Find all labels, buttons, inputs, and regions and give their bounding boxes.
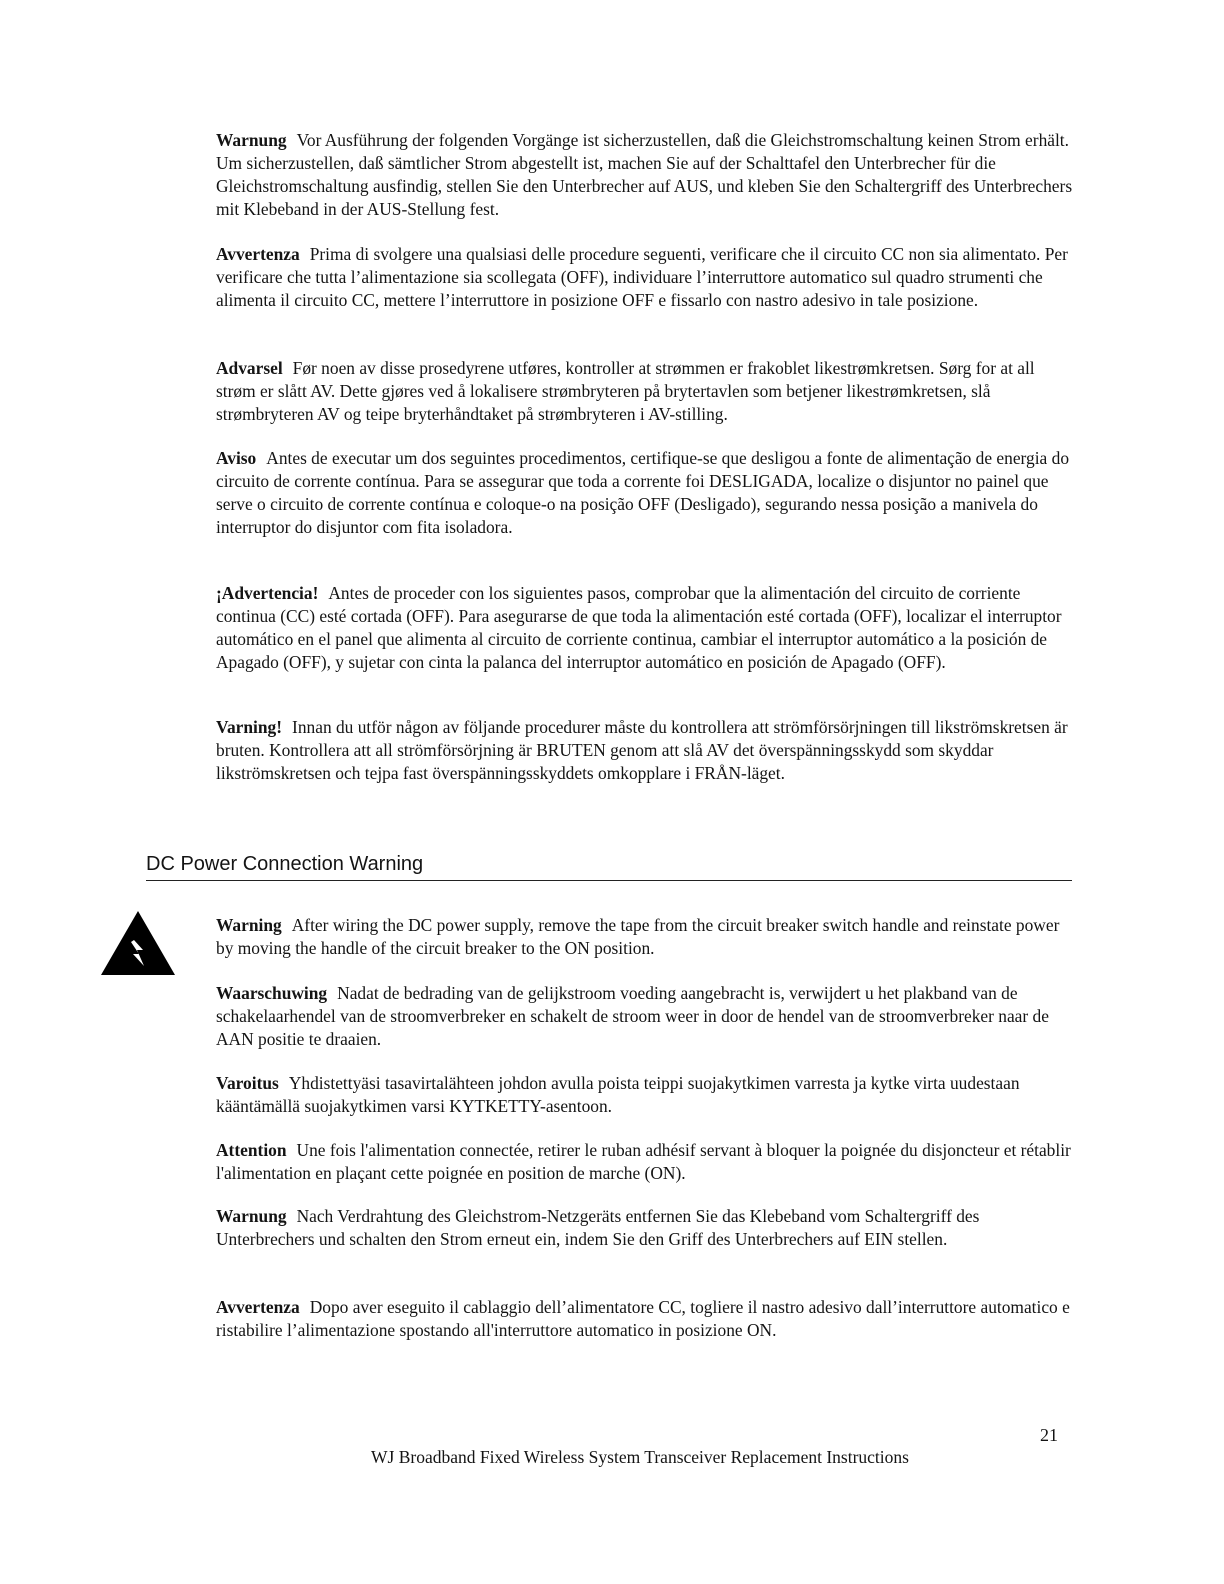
dc-warning-paragraph-en	[216, 914, 1074, 960]
warning-label: Aviso	[216, 448, 257, 468]
warning-text: Antes de executar um dos seguintes procedimentos, certifique-se que desligou a fonte de alimentação de energia do circuito de corrente contínua. Para se assegurar que toda a corrente foi DESLIGADA, localize o disjuntor no painel que serve o circuito de corrente contínua e coloque-o na posição OFF (Desligado), segurando nessa posição a manivela do interruptor do disjuntor com fita isoladora.	[216, 448, 1070, 537]
warning-text: Antes de proceder con los siguientes pasos, comprobar que la alimentación del circuito de corriente continua (CC) esté cortada (OFF). Para asegurarse de que toda la alimentación esté cortada (OFF), localizar el interruptor automático en el panel que alimenta al circuito de corriente continua, cambiar el interruptor automático a la posición de Apagado (OFF), y sujetar con cinta la palanca del interruptor automático en posición de Apagado (OFF).	[216, 583, 1062, 672]
dc-warning-paragraph-nl	[216, 982, 1074, 1051]
dc-warning-paragraph-de	[216, 1205, 1074, 1251]
dc-warning-paragraph-fr	[216, 1139, 1074, 1185]
warning-text: Une fois l'alimentation connectée, retirer le ruban adhésif servant à bloquer la poignée du disjoncteur et rétablir l'alimentation en plaçant cette poignée en position de marche (ON).	[216, 1140, 1071, 1183]
warning-label: Warning	[216, 915, 282, 935]
warning-triangle-icon	[100, 910, 176, 976]
warning-text: Før noen av disse prosedyrene utføres, kontroller at strømmen er frakoblet likestrømkretsen. Sørg for at all strøm er slått AV. Dette gjøres ved å lokalisere strømbryteren på brytertavlen som betjener likestrømkretsen, slå strømbryteren AV og teipe bryterhåndtaket på strømbryteren i AV-stilling.	[216, 358, 1035, 424]
warning-label: Attention	[216, 1140, 287, 1160]
warning-label: Varoitus	[216, 1073, 279, 1093]
warning-label: Avvertenza	[216, 244, 300, 264]
warning-label: Varning!	[216, 717, 283, 737]
warning-label: Advarsel	[216, 358, 283, 378]
warning-text: Innan du utför någon av följande procedurer måste du kontrollera att strömförsörjningen till likströmskretsen är bruten. Kontrollera att all strömförsörjning är BRUTEN genom att slå AV det överspänningsskydd som skyddar likströmskretsen och tejpa fast överspänningsskyddets omkopplare i FRÅN-läget.	[216, 717, 1068, 783]
warning-text: After wiring the DC power supply, remove the tape from the circuit breaker switch handle and reinstate power by moving the handle of the circuit breaker to the ON position.	[216, 915, 1060, 958]
warning-text: Nach Verdrahtung des Gleichstrom-Netzgeräts entfernen Sie das Klebeband vom Schaltergriff des Unterbrechers und schalten den Strom erneut ein, indem Sie den Griff des Unterbrechers auf EIN stellen.	[216, 1206, 980, 1249]
warning-text: Prima di svolgere una qualsiasi delle procedure seguenti, verificare che il circuito CC non sia alimentato. Per verificare che tutta l’alimentazione sia scollegata (OFF), individuare l’interruttore automatico sul quadro strumenti che alimenta il circuito CC, mettere l’interruttore in posizione OFF e fissarlo con nastro adesivo in tale posizione.	[216, 244, 1068, 310]
warning-paragraph-de	[216, 129, 1074, 221]
page-footer: WJ Broadband Fixed Wireless System Transceiver Replacement Instructions	[371, 1447, 909, 1467]
warning-text: Nadat de bedrading van de gelijkstroom voeding aangebracht is, verwijdert u het plakband van de schakelaarhendel van de stroomverbreker en schakelt de stroom weer in door de hendel van de stroomverbreker naar de AAN positie te draaien.	[216, 983, 1049, 1049]
warning-label: Waarschuwing	[216, 983, 328, 1003]
section-heading: DC Power Connection Warning	[146, 853, 424, 875]
warning-paragraph-pt	[216, 447, 1074, 539]
warning-text: Vor Ausführung der folgenden Vorgänge ist sicherzustellen, daß die Gleichstromschaltung keinen Strom erhält. Um sicherzustellen, daß sämtlicher Strom abgestellt ist, machen Sie auf der Schalttafel den Unterbrecher für die Gleichstromschaltung ausfindig, stellen Sie den Unterbrecher auf AUS, und kleben Sie den Schaltergriff des Unterbrechers mit Klebeband in der AUS-Stellung fest.	[216, 130, 1073, 219]
warning-text: Dopo aver eseguito il cablaggio dell’alimentatore CC, togliere il nastro adesivo dall’interruttore automatico e ristabilire l’alimentazione spostando all'interruttore automatico in posizione ON.	[216, 1297, 1070, 1340]
warning-label: Warnung	[216, 130, 287, 150]
warning-paragraph-no	[216, 357, 1074, 426]
warning-label: Avvertenza	[216, 1297, 300, 1317]
section-divider	[146, 880, 1072, 881]
dc-warning-paragraph-it	[216, 1296, 1074, 1342]
warning-label: ¡Advertencia!	[216, 583, 319, 603]
warning-paragraph-it	[216, 243, 1074, 312]
page-number: 21	[1040, 1425, 1058, 1445]
dc-warning-paragraph-fi	[216, 1072, 1074, 1118]
warning-paragraph-sv	[216, 716, 1074, 785]
warning-paragraph-es	[216, 582, 1074, 674]
warning-label: Warnung	[216, 1206, 287, 1226]
warning-text: Yhdistettyäsi tasavirtalähteen johdon avulla poista teippi suojakytkimen varresta ja kytke virta uudestaan kääntämällä suojakytkimen varsi KYTKETTY-asentoon.	[216, 1073, 1020, 1116]
